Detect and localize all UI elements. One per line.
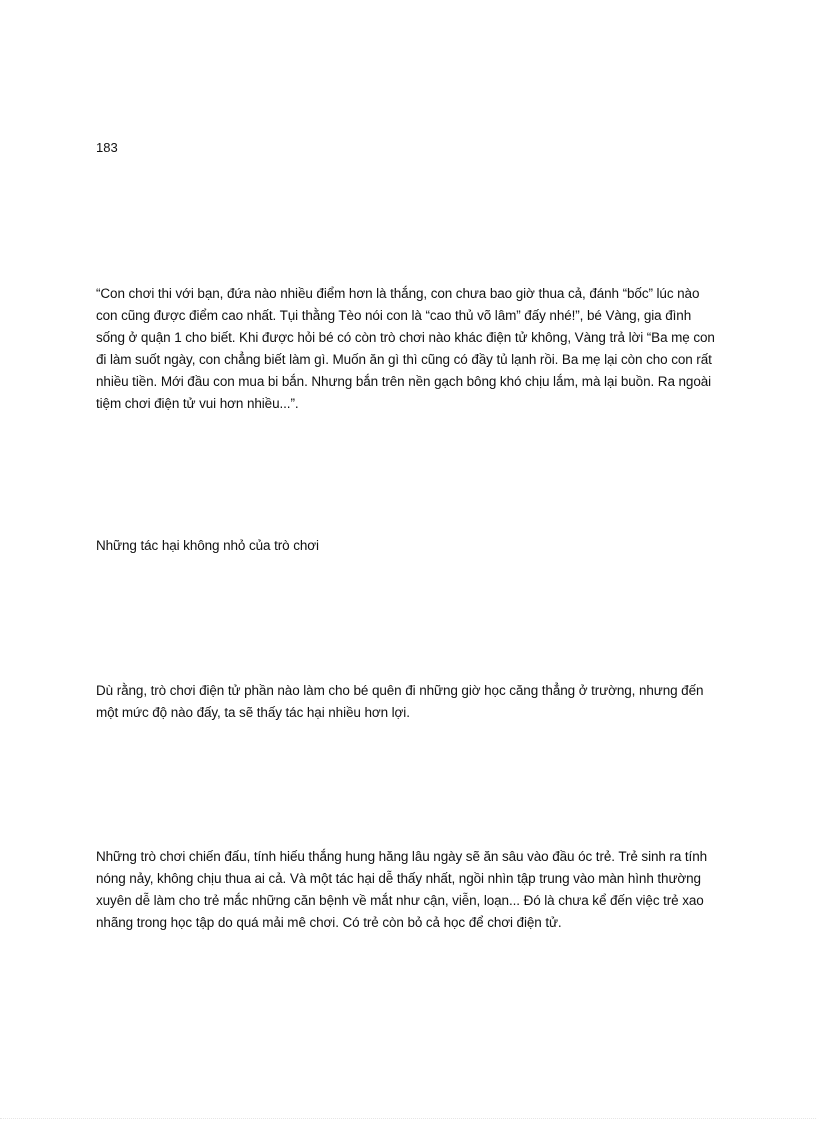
paragraph-quote: “Con chơi thi với bạn, đứa nào nhiều điểm hơn là thắng, con chưa bao giờ thua cả, đánh “bốc” lúc nào con cũng được điểm cao nhất. Tụi thằng Tèo nói con là “cao thủ võ lâm” đấy nhé!”, bé Vàng, gia đình sống ở quận 1 cho biết. Khi được hỏi bé có còn trò chơi nào khác điện tử không, Vàng trả lời “Ba mẹ con đi làm suốt ngày, con chẳng biết làm gì. Muốn ăn gì thì cũng có đầy tủ lạnh rồi. Ba mẹ lại còn cho con rất nhiều tiền. Mới đầu con mua bi bắn. Nhưng bắn trên nền gạch bông khó chịu lắm, mà lại buồn. Ra ngoài tiệm chơi điện tử vui hơn nhiều...”. xyxy=(96,286,715,411)
paragraph-harms: Những trò chơi chiến đấu, tính hiếu thắng hung hăng lâu ngày sẽ ăn sâu vào đầu óc trẻ. Trẻ sinh ra tính nóng nảy, không chịu thua ai cả. Và một tác hại dễ thấy nhất, ngồi nhìn tập trung vào màn hình thường xuyên dễ làm cho trẻ mắc những căn bệnh về mắt như cận, viễn, loạn... Đó là chưa kể đến việc trẻ xao nhãng trong học tập do quá mải mê chơi. Có trẻ còn bỏ cả học để chơi điện tử. xyxy=(96,849,708,930)
page-number: 183 xyxy=(96,140,118,155)
paragraph-intro: Dù rằng, trò chơi điện tử phần nào làm cho bé quên đi những giờ học căng thẳng ở trường, nhưng đến một mức độ nào đấy, ta sẽ thấy tác hại nhiều hơn lợi. xyxy=(96,683,704,720)
page-bottom-divider xyxy=(0,1118,816,1119)
section-heading: Những tác hại không nhỏ của trò chơi xyxy=(96,538,319,553)
